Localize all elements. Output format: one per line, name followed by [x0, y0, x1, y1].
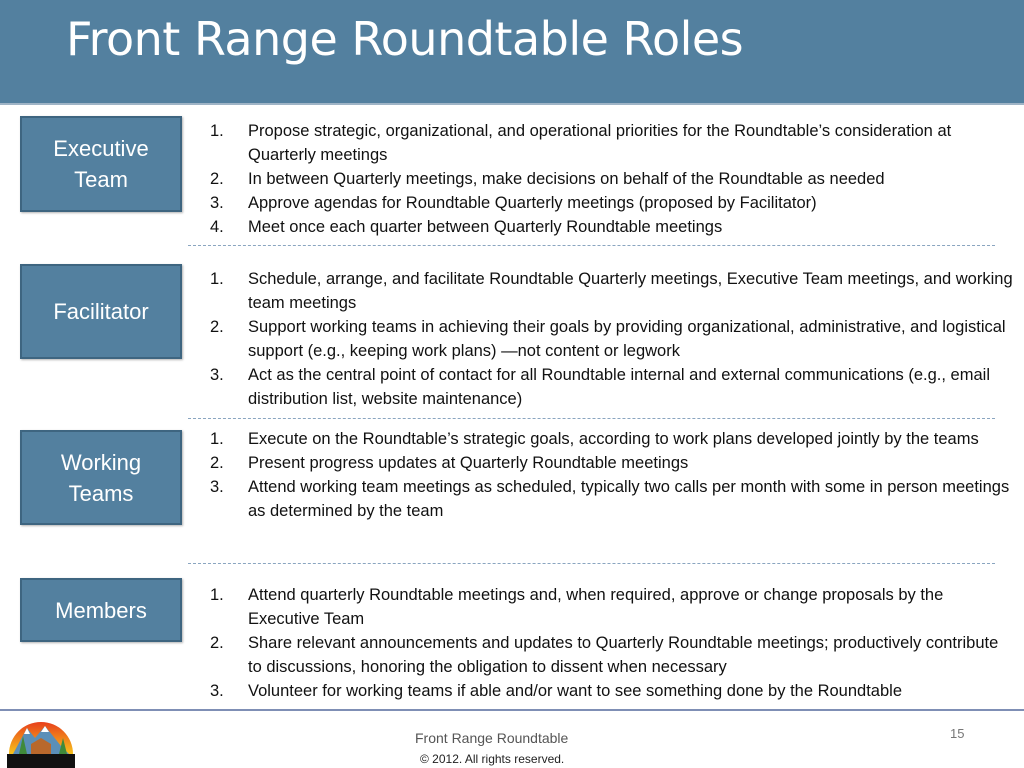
list-item: 1. Execute on the Roundtable’s strategic goals, according to work plans developed jointly by the teams [210, 430, 979, 448]
footer-org: Front Range Roundtable [415, 730, 569, 746]
role-label-line: Teams [68, 480, 134, 506]
executive-team-list [210, 119, 1015, 239]
front-range-roundtable-logo [5, 712, 77, 768]
role-box-facilitator [20, 264, 182, 359]
role-label-line: Facilitator [53, 299, 149, 324]
list-item: 1. Schedule, arrange, and facilitate Roundtable Quarterly meetings, Executive Team meetings, and working team meetings [210, 270, 1013, 312]
list-item: 1. Propose strategic, organizational, and operational priorities for the Roundtable’s consideration at Quarterly meetings [210, 122, 952, 164]
list-item: 2. Present progress updates at Quarterly Roundtable meetings [210, 454, 689, 472]
page-number: 15 [950, 726, 965, 741]
list-item: 3. Attend working team meetings as scheduled, typically two calls per month with some in person meetings as determined by the team [210, 478, 1010, 520]
list-item: 2. In between Quarterly meetings, make decisions on behalf of the Roundtable as needed [210, 170, 885, 188]
list-item: 2. Share relevant announcements and updates to Quarterly Roundtable meetings; productively contribute to discussions, honoring the obligation to dissent when necessary [210, 634, 999, 676]
role-box-members [20, 578, 182, 642]
footer-copyright: © 2012. All rights reserved. [420, 752, 565, 766]
role-label-line: Team [74, 167, 128, 192]
working-teams-list [210, 427, 1015, 523]
slide-title: Front Range Roundtable Roles [66, 12, 744, 66]
slide-header [0, 0, 1024, 105]
divider [188, 245, 995, 246]
divider [188, 563, 995, 564]
list-item: 1. Attend quarterly Roundtable meetings and, when required, approve or change proposals by the Executive Team [210, 586, 944, 628]
role-box-executive-team [20, 116, 182, 212]
list-item: 3. Volunteer for working teams if able and/or want to see something done by the Roundtable [210, 682, 902, 700]
role-label-line: Members [55, 597, 147, 623]
divider [188, 418, 995, 419]
members-list [210, 583, 1015, 703]
list-item: 3. Approve agendas for Roundtable Quarterly meetings (proposed by Facilitator) [210, 194, 817, 212]
role-box-working-teams [20, 430, 182, 525]
list-item: 4. Meet once each quarter between Quarterly Roundtable meetings [210, 218, 723, 236]
footer-divider [0, 709, 1024, 711]
role-label-line: Working [60, 449, 142, 475]
facilitator-list [210, 267, 1015, 411]
list-item: 2. Support working teams in achieving their goals by providing organizational, administrative, and logistical support (e.g., keeping work plans) —not content or legwork [210, 318, 1006, 360]
list-item: 3. Act as the central point of contact for all Roundtable internal and external communications (e.g., email distribution list, website maintenance) [210, 366, 990, 408]
role-label-line: Executive [53, 136, 149, 161]
